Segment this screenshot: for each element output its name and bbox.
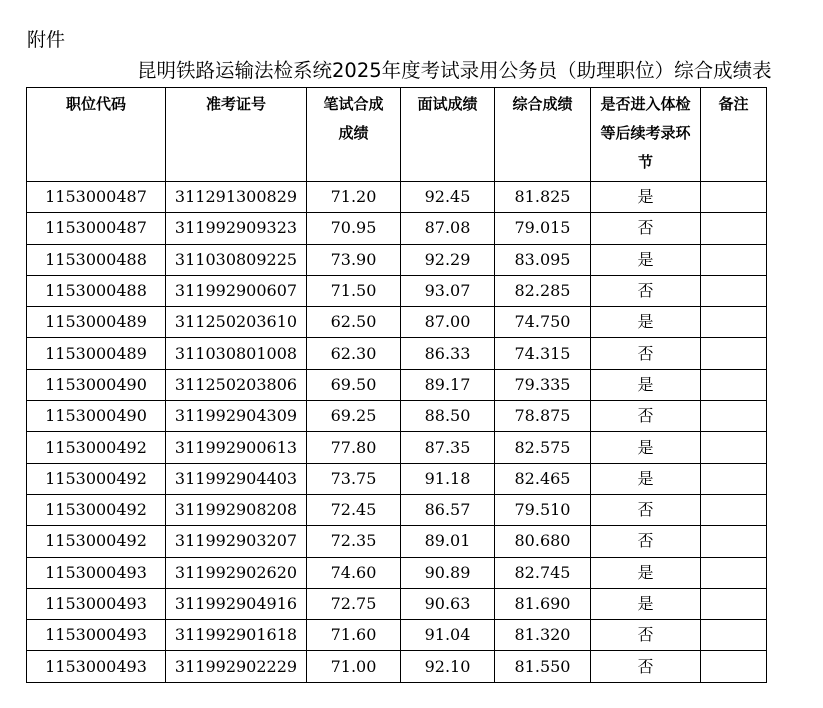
position-code-cell: 1153000493 [27, 557, 166, 588]
interview-score-cell: 91.04 [401, 620, 495, 651]
composite-score-cell: 82.745 [495, 557, 591, 588]
interview-score-cell: 91.18 [401, 463, 495, 494]
advance-status-cell: 否 [591, 338, 701, 369]
interview-score-cell: 86.57 [401, 494, 495, 525]
remarks-cell [701, 275, 767, 306]
interview-score-cell: 89.17 [401, 369, 495, 400]
table-row [27, 557, 767, 588]
written-score-cell: 72.35 [307, 526, 401, 557]
advance-status-cell: 是 [591, 557, 701, 588]
remarks-cell [701, 494, 767, 525]
scores-table [26, 87, 767, 683]
header-written-score [307, 88, 401, 182]
interview-score-cell: 92.29 [401, 244, 495, 275]
advance-status-cell: 是 [591, 463, 701, 494]
advance-status-cell: 是 [591, 369, 701, 400]
header-label: 是否进入体检等后续考录环节 [600, 95, 691, 171]
composite-score-cell: 81.825 [495, 182, 591, 213]
table-row [27, 307, 767, 338]
written-score-cell: 72.45 [307, 494, 401, 525]
header-label: 综合成绩 [512, 95, 573, 113]
table-row [27, 275, 767, 306]
header-label: 备注 [718, 95, 749, 113]
table-row [27, 338, 767, 369]
header-label: 职位代码 [65, 95, 126, 113]
interview-score-cell: 93.07 [401, 275, 495, 306]
written-score-cell: 77.80 [307, 432, 401, 463]
header-label: 笔试合成成绩 [323, 95, 384, 142]
interview-score-cell: 90.63 [401, 588, 495, 619]
position-code-cell: 1153000493 [27, 651, 166, 682]
exam-number-cell: 311992902620 [166, 557, 307, 588]
header-interview-score [401, 88, 495, 182]
written-score-cell: 72.75 [307, 588, 401, 619]
remarks-cell [701, 432, 767, 463]
header-composite-score [495, 88, 591, 182]
exam-number-cell: 311992903207 [166, 526, 307, 557]
composite-score-cell: 82.285 [495, 275, 591, 306]
header-row [27, 88, 767, 182]
position-code-cell: 1153000487 [27, 213, 166, 244]
interview-score-cell: 88.50 [401, 401, 495, 432]
composite-score-cell: 79.335 [495, 369, 591, 400]
composite-score-cell: 81.320 [495, 620, 591, 651]
advance-status-cell: 否 [591, 651, 701, 682]
remarks-cell [701, 213, 767, 244]
composite-score-cell: 79.015 [495, 213, 591, 244]
remarks-cell [701, 401, 767, 432]
written-score-cell: 71.20 [307, 182, 401, 213]
remarks-cell [701, 244, 767, 275]
position-code-cell: 1153000492 [27, 432, 166, 463]
position-code-cell: 1153000493 [27, 588, 166, 619]
header-exam-number [166, 88, 307, 182]
remarks-cell [701, 526, 767, 557]
exam-number-cell: 311992904309 [166, 401, 307, 432]
table-row [27, 494, 767, 525]
exam-number-cell: 311992900607 [166, 275, 307, 306]
composite-score-cell: 78.875 [495, 401, 591, 432]
exam-number-cell: 311992908208 [166, 494, 307, 525]
exam-number-cell: 311250203806 [166, 369, 307, 400]
position-code-cell: 1153000490 [27, 369, 166, 400]
remarks-cell [701, 557, 767, 588]
remarks-cell [701, 338, 767, 369]
written-score-cell: 69.25 [307, 401, 401, 432]
remarks-cell [701, 463, 767, 494]
advance-status-cell: 否 [591, 620, 701, 651]
remarks-cell [701, 182, 767, 213]
table-row [27, 463, 767, 494]
composite-score-cell: 74.315 [495, 338, 591, 369]
table-row [27, 432, 767, 463]
interview-score-cell: 87.00 [401, 307, 495, 338]
exam-number-cell: 311992904403 [166, 463, 307, 494]
written-score-cell: 73.90 [307, 244, 401, 275]
document-title: 昆明铁路运输法检系统2025年度考试录用公务员（助理职位）综合成绩表 [137, 59, 772, 82]
interview-score-cell: 86.33 [401, 338, 495, 369]
table-row [27, 244, 767, 275]
exam-number-cell: 311992902229 [166, 651, 307, 682]
written-score-cell: 74.60 [307, 557, 401, 588]
composite-score-cell: 81.690 [495, 588, 591, 619]
position-code-cell: 1153000489 [27, 307, 166, 338]
written-score-cell: 62.50 [307, 307, 401, 338]
composite-score-cell: 82.465 [495, 463, 591, 494]
exam-number-cell: 311030809225 [166, 244, 307, 275]
composite-score-cell: 80.680 [495, 526, 591, 557]
written-score-cell: 73.75 [307, 463, 401, 494]
table-row [27, 651, 767, 682]
advance-status-cell: 是 [591, 182, 701, 213]
remarks-cell [701, 651, 767, 682]
written-score-cell: 71.60 [307, 620, 401, 651]
exam-number-cell: 311030801008 [166, 338, 307, 369]
position-code-cell: 1153000489 [27, 338, 166, 369]
exam-number-cell: 311291300829 [166, 182, 307, 213]
remarks-cell [701, 369, 767, 400]
interview-score-cell: 92.10 [401, 651, 495, 682]
advance-status-cell: 是 [591, 307, 701, 338]
table-row [27, 620, 767, 651]
position-code-cell: 1153000490 [27, 401, 166, 432]
position-code-cell: 1153000492 [27, 463, 166, 494]
attachment-label: 附件 [27, 29, 66, 51]
table-row [27, 369, 767, 400]
position-code-cell: 1153000492 [27, 526, 166, 557]
interview-score-cell: 87.08 [401, 213, 495, 244]
advance-status-cell: 否 [591, 401, 701, 432]
remarks-cell [701, 620, 767, 651]
exam-number-cell: 311992904916 [166, 588, 307, 619]
interview-score-cell: 90.89 [401, 557, 495, 588]
table-row [27, 526, 767, 557]
composite-score-cell: 79.510 [495, 494, 591, 525]
table-row [27, 182, 767, 213]
header-label: 准考证号 [205, 95, 266, 113]
remarks-cell [701, 307, 767, 338]
exam-number-cell: 311992901618 [166, 620, 307, 651]
exam-number-cell: 311250203610 [166, 307, 307, 338]
advance-status-cell: 否 [591, 494, 701, 525]
table-row [27, 588, 767, 619]
written-score-cell: 71.50 [307, 275, 401, 306]
position-code-cell: 1153000488 [27, 275, 166, 306]
interview-score-cell: 92.45 [401, 182, 495, 213]
advance-status-cell: 否 [591, 526, 701, 557]
composite-score-cell: 82.575 [495, 432, 591, 463]
header-position-code [27, 88, 166, 182]
composite-score-cell: 81.550 [495, 651, 591, 682]
table-body [27, 182, 767, 683]
position-code-cell: 1153000493 [27, 620, 166, 651]
advance-status-cell: 是 [591, 244, 701, 275]
remarks-cell [701, 588, 767, 619]
position-code-cell: 1153000488 [27, 244, 166, 275]
header-label: 面试成绩 [417, 95, 478, 113]
interview-score-cell: 87.35 [401, 432, 495, 463]
written-score-cell: 69.50 [307, 369, 401, 400]
written-score-cell: 62.30 [307, 338, 401, 369]
header-remarks [701, 88, 767, 182]
header-advance-status [591, 88, 701, 182]
position-code-cell: 1153000487 [27, 182, 166, 213]
composite-score-cell: 74.750 [495, 307, 591, 338]
advance-status-cell: 否 [591, 213, 701, 244]
advance-status-cell: 否 [591, 275, 701, 306]
interview-score-cell: 89.01 [401, 526, 495, 557]
composite-score-cell: 83.095 [495, 244, 591, 275]
advance-status-cell: 是 [591, 432, 701, 463]
written-score-cell: 71.00 [307, 651, 401, 682]
advance-status-cell: 是 [591, 588, 701, 619]
exam-number-cell: 311992900613 [166, 432, 307, 463]
table-row [27, 213, 767, 244]
position-code-cell: 1153000492 [27, 494, 166, 525]
table-row [27, 401, 767, 432]
exam-number-cell: 311992909323 [166, 213, 307, 244]
written-score-cell: 70.95 [307, 213, 401, 244]
